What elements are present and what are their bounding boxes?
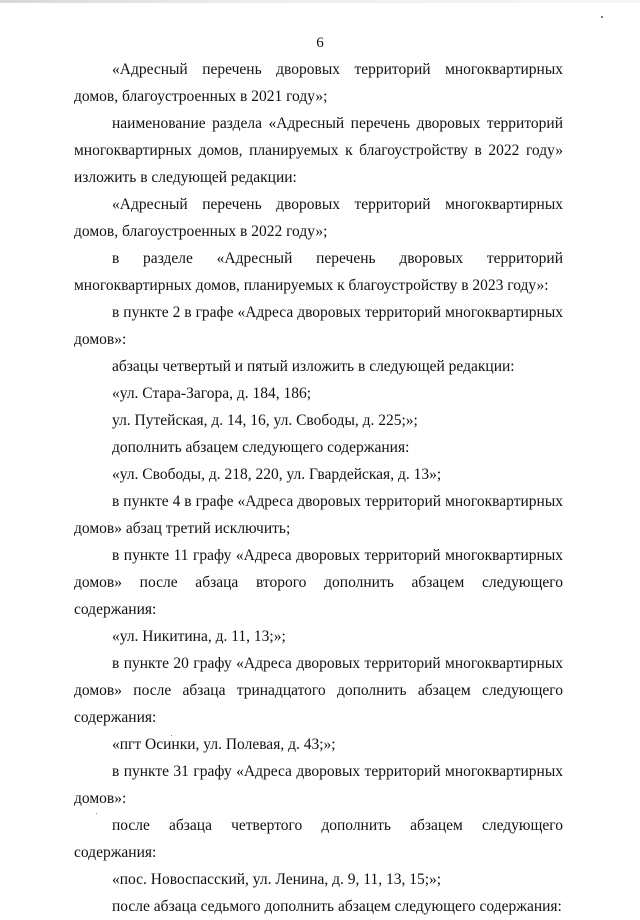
paragraph: «пос. Новоспасский, ул. Ленина, д. 9, 11, 13, 15;»; <box>112 871 442 888</box>
scan-speck <box>601 16 603 18</box>
document-body <box>74 56 563 920</box>
paragraph: в пункте 20 графу «Адреса дворовых территорий многоквартирных домов» после абзаца тринадцатого дополнить абзацем следующего содержания: <box>74 655 563 726</box>
paragraph: после абзаца седьмого дополнить абзацем следующего содержания: <box>112 898 562 915</box>
paragraph: после абзаца четвертого дополнить абзацем следующего содержания: <box>74 817 563 861</box>
paragraph: ул. Путейская, д. 14, 16, ул. Свободы, д. 225;»; <box>112 412 418 429</box>
paragraph: в пункте 31 графу «Адреса дворовых территорий многоквартирных домов»: <box>74 763 563 807</box>
paragraph: «ул. Никитина, д. 11, 13;»; <box>112 628 286 645</box>
scan-edge-shadow <box>0 0 640 3</box>
paragraph: наименование раздела «Адресный перечень дворовых территорий многоквартирных домов, планируемых к благоустройству в 2022 году» изложить в следующей редакции: <box>74 115 563 186</box>
paragraph: «ул. Стара-Загора, д. 184, 186; <box>112 385 312 402</box>
paragraph: «пгт Осинки, ул. Полевая, д. 43;»; <box>112 736 336 753</box>
paragraph: в разделе «Адресный перечень дворовых территорий многоквартирных домов, планируемых к благоустройству в 2023 году»: <box>74 250 563 294</box>
paragraph: в пункте 2 в графе «Адреса дворовых территорий многоквартирных домов»: <box>74 304 563 348</box>
paragraph: «Адресный перечень дворовых территорий многоквартирных домов, благоустроенных в 2022 году»; <box>74 196 563 240</box>
paragraph: в пункте 11 графу «Адреса дворовых территорий многоквартирных домов» после абзаца второго дополнить абзацем следующего содержания: <box>74 547 563 618</box>
paragraph: абзацы четвертый и пятый изложить в следующей редакции: <box>112 358 515 375</box>
paragraph: «Адресный перечень дворовых территорий многоквартирных домов, благоустроенных в 2021 году»; <box>74 61 563 105</box>
paragraph: в пункте 4 в графе «Адреса дворовых территорий многоквартирных домов» абзац третий исключить; <box>74 493 563 537</box>
page-number: 6 <box>316 35 324 51</box>
paragraph: дополнить абзацем следующего содержания: <box>112 439 410 456</box>
scan-speck <box>96 813 97 814</box>
paragraph: «ул. Свободы, д. 218, 220, ул. Гвардейская, д. 13»; <box>112 466 442 483</box>
scan-speck <box>171 735 172 736</box>
